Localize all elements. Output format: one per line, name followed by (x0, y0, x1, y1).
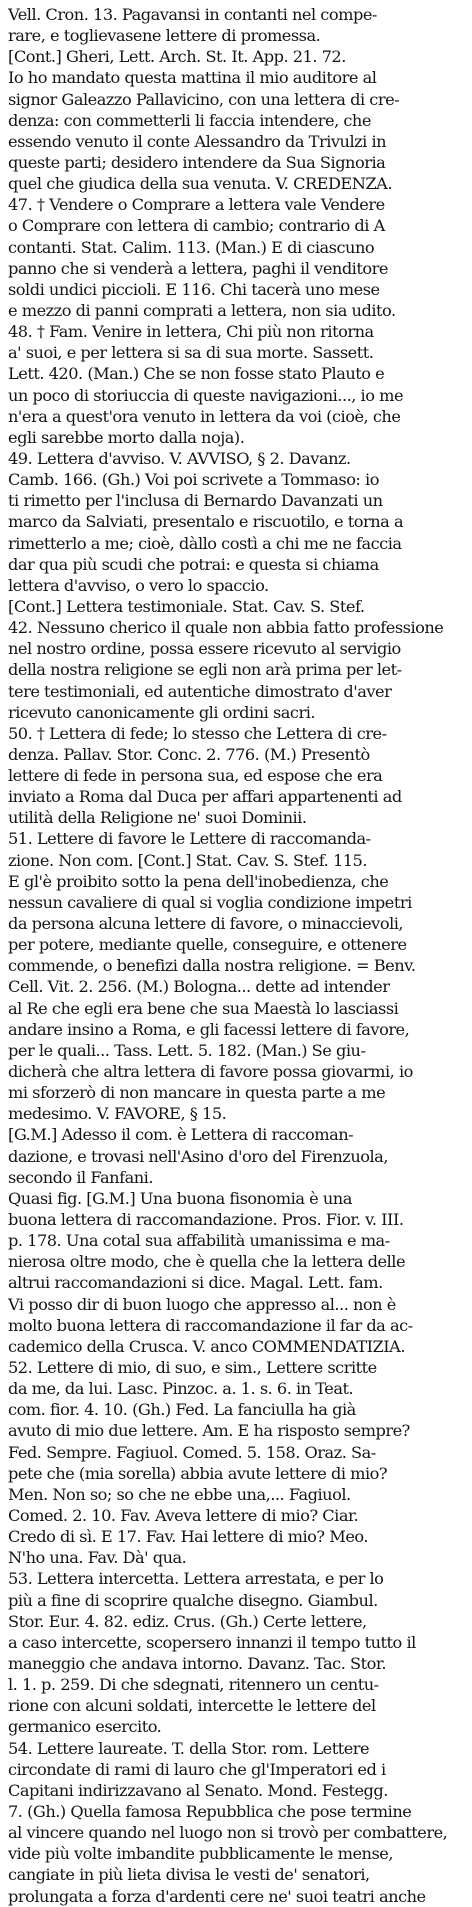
text-line: denza: con commetterli li faccia intendere, che (8, 110, 371, 130)
text-line: rimetterlo a me; cioè, dàllo costì a chi me ne faccia (8, 533, 402, 553)
text-line: a caso intercette, scopersero innanzi il tempo tutto il (8, 1632, 416, 1652)
text-line: da me, da lui. Lasc. Pinzoc. a. 1. s. 6. in Teat. (8, 1379, 354, 1399)
text-line: altrui raccomandazioni si dice. Magal. Lett. fam. (8, 1273, 383, 1293)
text-line: al vincere quando nel luogo non si trovò per combattere, (8, 1823, 448, 1843)
text-line: 7. (Gh.) Quella famosa Repubblica che pose termine (8, 1801, 412, 1821)
text-line: [Cont.] Gheri, Lett. Arch. St. It. App. 21. 72. (8, 47, 346, 67)
text-line: un poco di storiuccia di queste navigazioni..., io me (8, 385, 404, 405)
text-line: tere testimoniali, ed autentiche dimostrato d'aver (8, 681, 392, 701)
text-line: Cell. Vit. 2. 256. (M.) Bologna... dette ad intender (8, 977, 390, 997)
text-line: Vell. Cron. 13. Pagavansi in contanti nel compe- (8, 5, 377, 24)
text-line: Fed. Sempre. Fagiuol. Comed. 5. 158. Oraz. Sa- (8, 1442, 376, 1462)
text-line: contanti. Stat. Calim. 113. (Man.) E di ciascuno (8, 237, 375, 257)
text-line: 50. † Lettera di fede; lo stesso che Lettera di cre- (8, 723, 387, 743)
text-line: soldi undici piccioli. E 116. Chi tacerà uno mese (8, 279, 380, 299)
text-line: o Comprare con lettera di cambio; contrario di A (8, 216, 385, 236)
text-line: marco da Salviati, presentalo e riscuotilo, e torna a (8, 512, 404, 532)
text-line: buona lettera di raccomandazione. Pros. Fior. v. III. (8, 1210, 404, 1230)
text-line: com. fior. 4. 10. (Gh.) Fed. La fanciulla ha già (8, 1400, 356, 1420)
text-line: ti rimetto per l'inclusa di Bernardo Davanzati un (8, 491, 383, 511)
text-line: essendo venuto il conte Alessandro da Trivulzi in (8, 131, 387, 151)
text-line: prolungata a forza d'ardenti cere ne' suoi teatri anche (8, 1886, 426, 1906)
text-line: E gl'è proibito sotto la pena dell'inobedienza, che (8, 871, 389, 891)
text-line: 54. Lettere laureate. T. della Stor. rom. Lettere (8, 1738, 370, 1758)
text-line: 47. † Vendere o Comprare a lettera vale Vendere (8, 195, 385, 215)
text-line: n'era a quest'ora venuto in lettera da voi (cioè, che (8, 406, 401, 426)
text-line: al Re che egli era bene che sua Maestà lo lasciassi (8, 998, 399, 1018)
text-line: per potere, mediante quelle, conseguire, e ottenere (8, 935, 407, 955)
text-line: denza. Pallav. Stor. Conc. 2. 776. (M.) Presentò (8, 744, 370, 764)
text-line: Camb. 166. (Gh.) Voi poi scrivete a Tommaso: io (8, 470, 379, 490)
text-line: da persona alcuna lettere di favore, o minaccievoli, (8, 914, 404, 934)
text-line: 49. Lettera d'avviso. V. AVVISO, § 2. Davanz. (8, 448, 351, 468)
text-line: vide più volte imbandite pubblicamente le mense, (8, 1844, 394, 1864)
text-line: avuto di mio due lettere. Am. E ha risposto sempre? (8, 1421, 410, 1441)
text-line: 53. Lettera intercetta. Lettera arrestata, e per lo (8, 1569, 384, 1589)
text-line: nessun cavaliere di qual si voglia condizione impetri (8, 892, 412, 912)
text-line: Comed. 2. 10. Fav. Aveva lettere di mio? Ciar. (8, 1505, 359, 1525)
text-line: nierosa oltre modo, che è quella che la lettera delle (8, 1252, 406, 1272)
text-line: utilità della Religione ne' suoi Dominii. (8, 808, 307, 828)
text-line: Men. Non so; so che ne ebbe una,... Fagiuol. (8, 1484, 351, 1504)
text-line: signor Galeazzo Pallavicino, con una lettera di cre- (8, 89, 400, 109)
text-line: maneggio che andava intorno. Davanz. Tac. Stor. (8, 1653, 386, 1673)
text-line: Vi posso dir di buon luogo che appresso al... non è (8, 1294, 396, 1314)
text-line: zione. Non com. [Cont.] Stat. Cav. S. Stef. 115. (8, 850, 367, 870)
text-line: l. 1. p. 259. Di che sdegnati, ritennero un centu- (8, 1675, 379, 1695)
text-line: lettera d'avviso, o vero lo spaccio. (8, 575, 269, 595)
text-line: p. 178. Una cotal sua affabilità umanissima e ma- (8, 1231, 390, 1251)
text-line: ricevuto canonicamente gli ordini sacri. (8, 702, 316, 722)
text-line: circondate di rami di lauro che gl'Imperatori ed i (8, 1759, 386, 1779)
text-line: rare, e toglievasene lettere di promessa. (8, 26, 321, 46)
text-line: N'ho una. Fav. Dà' qua. (8, 1548, 187, 1568)
text-line: Lett. 420. (Man.) Che se non fosse stato Plauto e (8, 364, 385, 384)
text-line: 52. Lettere di mio, di suo, e sim., Lettere scritte (8, 1358, 377, 1377)
text-line: queste parti; desidero intendere da Sua Signoria (8, 152, 386, 172)
text-line: [G.M.] Adesso il com. è Lettera di raccoman- (8, 1125, 354, 1145)
text-line: andare insino a Roma, e gli facessi lettere di favore, (8, 1019, 410, 1039)
text-line: per le quali... Tass. Lett. 5. 182. (Man.) Se giu- (8, 1040, 366, 1060)
text-line: mi sforzerò di non mancare in questa parte a me (8, 1083, 386, 1103)
text-line: rione con alcuni soldati, intercette le lettere del (8, 1696, 376, 1716)
text-line: e mezzo di panni comprati a lettera, non sia udito. (8, 300, 396, 320)
text-line: lettere di fede in persona sua, ed espose che era (8, 766, 383, 786)
text-line: 42. Nessuno cherico il quale non abbia fatto professione (8, 618, 444, 638)
text-line: a' suoi, e per lettera si sa di sua morte. Sassett. (8, 343, 374, 363)
text-line: Credo di sì. E 17. Fav. Hai lettere di mio? Meo. (8, 1527, 369, 1547)
text-line: 51. Lettere di favore le Lettere di raccomanda- (8, 829, 371, 849)
text-line: pete che (mia sorella) abbia avute lettere di mio? (8, 1463, 388, 1483)
text-line: [Cont.] Lettera testimoniale. Stat. Cav. S. Stef. (8, 596, 365, 616)
text-line: panno che si venderà a lettera, paghi il venditore (8, 258, 388, 278)
text-line: dicherà che altra lettera di favore possa giovarmi, io (8, 1062, 413, 1082)
text-line: Capitani indirizzavano al Senato. Mond. Festegg. (8, 1780, 388, 1800)
text-line: dar qua più scudi che potrai: e questa si chiama (8, 554, 379, 574)
text-line: della nostra religione se egli non arà prima per let- (8, 660, 402, 680)
text-line: medesimo. V. FAVORE, § 15. (8, 1104, 227, 1124)
text-line: inviato a Roma dal Duca per affari appartenenti ad (8, 787, 402, 807)
text-line: nel nostro ordine, possa essere ricevuto al servigio (8, 639, 401, 659)
text-line: dazione, e trovasi nell'Asino d'oro del Firenzuola, (8, 1146, 388, 1166)
text-line: germanico esercito. (8, 1717, 162, 1737)
text-line: egli sarebbe morto dalla noja). (8, 427, 245, 447)
text-line: commende, o benefizi dalla nostra religione. = Benv. (8, 956, 416, 976)
text-line: Stor. Eur. 4. 82. ediz. Crus. (Gh.) Certe lettere, (8, 1611, 367, 1631)
text-line: più a fine di scoprire qualche disegno. Giambul. (8, 1590, 378, 1610)
text-line: cangiate in più lieta divisa le vesti de' senatori, (8, 1865, 370, 1885)
text-line: 48. † Fam. Venire in lettera, Chi più non ritorna (8, 322, 374, 342)
text-line: Quasi fig. [G.M.] Una buona fisonomia è una (8, 1188, 352, 1208)
text-line: quel che giudica della sua venuta. V. CREDENZA. (8, 174, 392, 194)
text-line: cademico della Crusca. V. anco COMMENDATIZIA. (8, 1336, 406, 1356)
text-line: molto buona lettera di raccomandazione il far da ac- (8, 1315, 413, 1335)
text-line: Io ho mandato questa mattina il mio auditore al (8, 68, 377, 88)
text-line: secondo il Fanfani. (8, 1167, 153, 1187)
